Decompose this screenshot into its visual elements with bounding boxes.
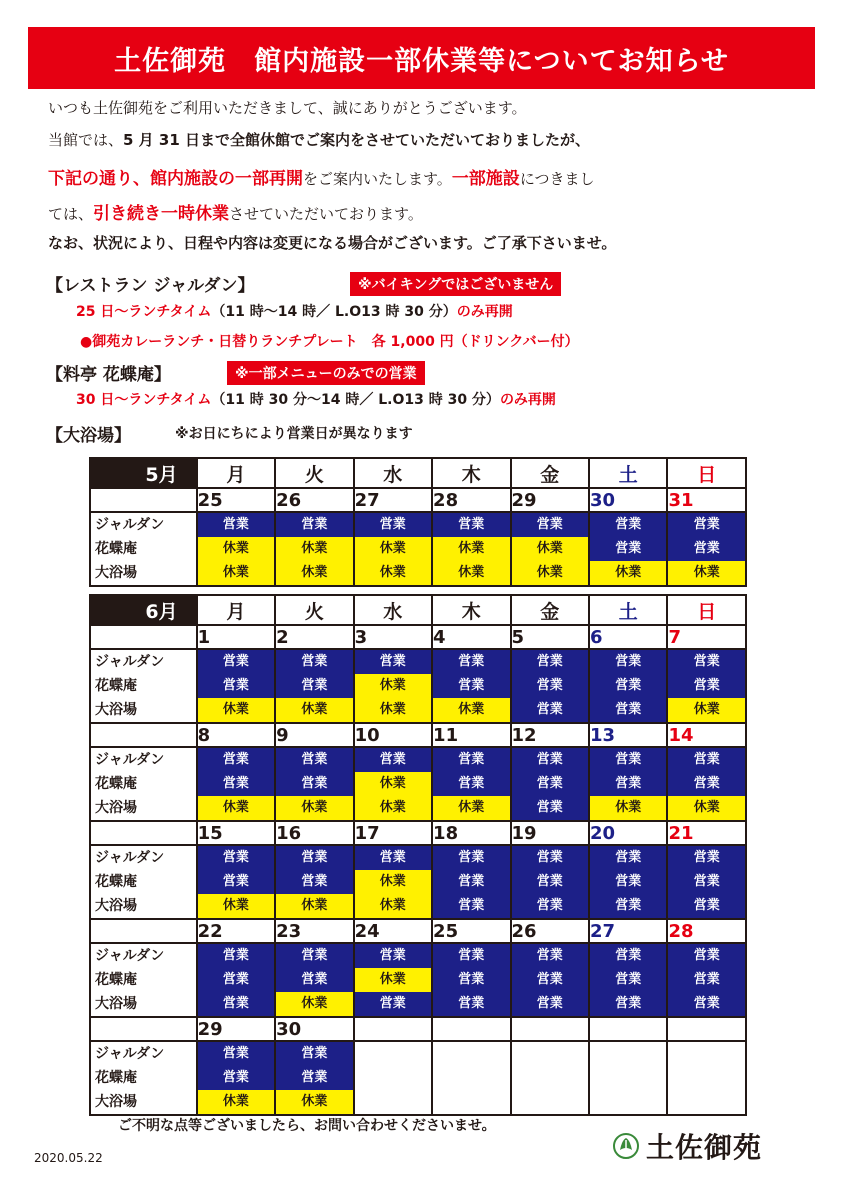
open-badge: 営業 bbox=[590, 992, 666, 1016]
intro-bold: 5 月 31 日まで全館休館でご案内をさせていただいておりましたが、 bbox=[123, 131, 590, 149]
date-cell: 28 bbox=[432, 488, 510, 512]
open-badge: 営業 bbox=[433, 748, 509, 772]
date-cell: 18 bbox=[432, 821, 510, 845]
open-badge: 営業 bbox=[590, 968, 666, 992]
facility-label: ジャルダン bbox=[95, 654, 165, 670]
closed-badge: 休業 bbox=[198, 894, 274, 918]
date-cell: 22 bbox=[197, 919, 275, 943]
date-cell bbox=[589, 1017, 667, 1041]
closed-badge: 休業 bbox=[276, 698, 352, 722]
date-cell: 11 bbox=[432, 723, 510, 747]
open-badge: 営業 bbox=[433, 870, 509, 894]
facility-label: 大浴場 bbox=[95, 996, 137, 1012]
open-badge: 営業 bbox=[433, 513, 509, 537]
status-cell bbox=[354, 845, 432, 919]
empty-slot bbox=[355, 1066, 431, 1090]
status-cell bbox=[589, 512, 667, 586]
status-cell bbox=[197, 1041, 275, 1115]
open-badge: 営業 bbox=[512, 748, 588, 772]
facility-label: 花蝶庵 bbox=[95, 874, 137, 890]
open-badge: 営業 bbox=[512, 968, 588, 992]
status-cell bbox=[275, 943, 353, 1017]
closed-badge: 休業 bbox=[668, 698, 745, 722]
blank-cell bbox=[90, 919, 197, 943]
weekday-header: 木 bbox=[432, 458, 510, 488]
bath-note: ※お日にちにより営業日が異なります bbox=[175, 426, 413, 442]
date-cell: 10 bbox=[354, 723, 432, 747]
closed-badge: 休業 bbox=[355, 870, 431, 894]
hours-start: 30 日～ランチタイム bbox=[76, 392, 212, 408]
open-badge: 営業 bbox=[198, 748, 274, 772]
closed-badge: 休業 bbox=[198, 537, 274, 561]
date-cell: 27 bbox=[589, 919, 667, 943]
open-badge: 営業 bbox=[276, 748, 352, 772]
date-cell bbox=[667, 1017, 746, 1041]
status-cell bbox=[432, 1041, 510, 1115]
status-cell bbox=[197, 747, 275, 821]
logo bbox=[612, 1126, 762, 1166]
open-badge: 営業 bbox=[355, 944, 431, 968]
open-badge: 営業 bbox=[668, 650, 745, 674]
status-cell bbox=[511, 943, 589, 1017]
open-badge: 営業 bbox=[433, 674, 509, 698]
date-cell: 19 bbox=[511, 821, 589, 845]
open-badge: 営業 bbox=[433, 772, 509, 796]
status-cell bbox=[511, 845, 589, 919]
open-badge: 営業 bbox=[590, 894, 666, 918]
status-cell bbox=[589, 845, 667, 919]
open-badge: 営業 bbox=[433, 846, 509, 870]
intro-text: ては、 bbox=[48, 205, 94, 223]
facility-label: 花蝶庵 bbox=[95, 678, 137, 694]
open-badge: 営業 bbox=[433, 968, 509, 992]
open-badge: 営業 bbox=[198, 968, 274, 992]
open-badge: 営業 bbox=[433, 944, 509, 968]
leaf-crest-icon bbox=[612, 1132, 640, 1160]
status-cell bbox=[432, 512, 510, 586]
open-badge: 営業 bbox=[668, 944, 745, 968]
status-cell bbox=[197, 845, 275, 919]
open-badge: 営業 bbox=[668, 992, 745, 1016]
facility-labels bbox=[90, 649, 197, 723]
date-cell: 15 bbox=[197, 821, 275, 845]
date-cell: 2 bbox=[275, 625, 353, 649]
date-cell: 14 bbox=[667, 723, 746, 747]
ryotei-hours bbox=[76, 389, 556, 409]
date-cell: 25 bbox=[432, 919, 510, 943]
status-cell bbox=[667, 943, 746, 1017]
empty-slot bbox=[355, 1042, 431, 1066]
facility-labels bbox=[90, 943, 197, 1017]
blank-cell bbox=[90, 625, 197, 649]
facility-label: 花蝶庵 bbox=[95, 972, 137, 988]
closed-badge: 休業 bbox=[433, 796, 509, 820]
date-cell: 7 bbox=[667, 625, 746, 649]
facility-labels bbox=[90, 747, 197, 821]
status-cell bbox=[354, 747, 432, 821]
open-badge: 営業 bbox=[590, 650, 666, 674]
open-badge: 営業 bbox=[512, 894, 588, 918]
closed-badge: 休業 bbox=[590, 796, 666, 820]
facility-label: ジャルダン bbox=[95, 850, 165, 866]
empty-slot bbox=[668, 1042, 745, 1066]
date-cell: 26 bbox=[275, 488, 353, 512]
open-badge: 営業 bbox=[512, 772, 588, 796]
weekday-header: 水 bbox=[354, 595, 432, 625]
closed-badge: 休業 bbox=[668, 796, 745, 820]
weekday-header: 土 bbox=[589, 458, 667, 488]
status-cell bbox=[667, 512, 746, 586]
open-badge: 営業 bbox=[512, 846, 588, 870]
status-cell bbox=[275, 1041, 353, 1115]
facility-label: ジャルダン bbox=[95, 1046, 165, 1062]
open-badge: 営業 bbox=[198, 1042, 274, 1066]
facility-labels bbox=[90, 1041, 197, 1115]
open-badge: 営業 bbox=[198, 1066, 274, 1090]
weekday-header: 金 bbox=[511, 458, 589, 488]
intro-line-1: いつも土佐御苑をご利用いただきまして、誠にありがとうございます。 bbox=[48, 99, 527, 117]
open-badge: 営業 bbox=[433, 650, 509, 674]
month-label: 6月 bbox=[90, 595, 197, 625]
status-cell bbox=[589, 943, 667, 1017]
open-badge: 営業 bbox=[512, 870, 588, 894]
closed-badge: 休業 bbox=[433, 537, 509, 561]
status-cell bbox=[354, 512, 432, 586]
date-cell: 31 bbox=[667, 488, 746, 512]
open-badge: 営業 bbox=[668, 513, 745, 537]
empty-slot bbox=[590, 1090, 666, 1114]
closed-badge: 休業 bbox=[433, 698, 509, 722]
date-cell: 16 bbox=[275, 821, 353, 845]
facility-label: 花蝶庵 bbox=[95, 776, 137, 792]
date-cell bbox=[432, 1017, 510, 1041]
status-cell bbox=[197, 649, 275, 723]
open-badge: 営業 bbox=[198, 513, 274, 537]
open-badge: 営業 bbox=[276, 870, 352, 894]
weekday-header: 月 bbox=[197, 458, 275, 488]
open-badge: 営業 bbox=[512, 796, 588, 820]
intro-text: させていただいております。 bbox=[229, 205, 423, 223]
closed-badge: 休業 bbox=[355, 537, 431, 561]
calendar-may bbox=[89, 457, 747, 587]
open-badge: 営業 bbox=[512, 513, 588, 537]
blank-cell bbox=[90, 723, 197, 747]
blank-cell bbox=[90, 1017, 197, 1041]
open-badge: 営業 bbox=[512, 674, 588, 698]
open-badge: 営業 bbox=[590, 944, 666, 968]
date-cell: 25 bbox=[197, 488, 275, 512]
closed-badge: 休業 bbox=[512, 561, 588, 585]
empty-slot bbox=[668, 1090, 745, 1114]
closed-badge: 休業 bbox=[355, 772, 431, 796]
open-badge: 営業 bbox=[198, 772, 274, 796]
status-cell bbox=[511, 512, 589, 586]
closed-badge: 休業 bbox=[355, 674, 431, 698]
status-cell bbox=[432, 943, 510, 1017]
facility-label: 大浴場 bbox=[95, 565, 137, 581]
open-badge: 営業 bbox=[433, 992, 509, 1016]
weekday-header: 水 bbox=[354, 458, 432, 488]
date-cell: 30 bbox=[275, 1017, 353, 1041]
open-badge: 営業 bbox=[590, 748, 666, 772]
date-cell: 27 bbox=[354, 488, 432, 512]
open-badge: 営業 bbox=[590, 698, 666, 722]
date-cell: 17 bbox=[354, 821, 432, 845]
restaurant-tag: ※バイキングではございません bbox=[350, 272, 561, 296]
open-badge: 営業 bbox=[668, 894, 745, 918]
status-cell bbox=[511, 649, 589, 723]
weekday-header: 火 bbox=[275, 595, 353, 625]
closed-badge: 休業 bbox=[276, 561, 352, 585]
open-badge: 営業 bbox=[590, 537, 666, 561]
intro-red: 引き続き一時休業 bbox=[93, 204, 230, 224]
status-cell bbox=[275, 747, 353, 821]
closed-badge: 休業 bbox=[355, 968, 431, 992]
intro-red: 、 bbox=[133, 169, 150, 189]
closed-badge: 休業 bbox=[668, 561, 745, 585]
weekday-header: 土 bbox=[589, 595, 667, 625]
closed-badge: 休業 bbox=[198, 796, 274, 820]
intro-text: につきまし bbox=[519, 170, 595, 188]
status-cell bbox=[275, 649, 353, 723]
hours-note: のみ再開 bbox=[499, 392, 556, 408]
facility-label: ジャルダン bbox=[95, 752, 165, 768]
status-cell bbox=[511, 747, 589, 821]
closed-badge: 休業 bbox=[276, 537, 352, 561]
status-cell bbox=[354, 649, 432, 723]
date-cell: 3 bbox=[354, 625, 432, 649]
empty-slot bbox=[512, 1042, 588, 1066]
empty-slot bbox=[433, 1066, 509, 1090]
closed-badge: 休業 bbox=[590, 561, 666, 585]
open-badge: 営業 bbox=[198, 992, 274, 1016]
open-badge: 営業 bbox=[355, 650, 431, 674]
facility-label: 大浴場 bbox=[95, 898, 137, 914]
open-badge: 営業 bbox=[668, 537, 745, 561]
facility-label: 大浴場 bbox=[95, 702, 137, 718]
status-cell bbox=[275, 845, 353, 919]
closed-badge: 休業 bbox=[276, 796, 352, 820]
weekday-header: 金 bbox=[511, 595, 589, 625]
open-badge: 営業 bbox=[512, 698, 588, 722]
open-badge: 営業 bbox=[668, 748, 745, 772]
open-badge: 営業 bbox=[433, 894, 509, 918]
facility-label: 大浴場 bbox=[95, 800, 137, 816]
open-badge: 営業 bbox=[276, 513, 352, 537]
status-cell bbox=[589, 1041, 667, 1115]
open-badge: 営業 bbox=[590, 846, 666, 870]
open-badge: 営業 bbox=[276, 1042, 352, 1066]
open-badge: 営業 bbox=[512, 650, 588, 674]
status-cell bbox=[197, 512, 275, 586]
open-badge: 営業 bbox=[276, 944, 352, 968]
open-badge: 営業 bbox=[668, 870, 745, 894]
open-badge: 営業 bbox=[512, 992, 588, 1016]
month-label: 5月 bbox=[90, 458, 197, 488]
date-cell: 1 bbox=[197, 625, 275, 649]
open-badge: 営業 bbox=[668, 968, 745, 992]
intro-line-5: なお、状況により、日程や内容は変更になる場合がございます。ご了承下さいませ。 bbox=[48, 234, 617, 252]
date-cell: 26 bbox=[511, 919, 589, 943]
closed-badge: 休業 bbox=[355, 796, 431, 820]
open-badge: 営業 bbox=[668, 772, 745, 796]
closed-badge: 休業 bbox=[512, 537, 588, 561]
open-badge: 営業 bbox=[590, 513, 666, 537]
facility-label: 大浴場 bbox=[95, 1094, 137, 1110]
facility-label: ジャルダン bbox=[95, 948, 165, 964]
status-cell bbox=[511, 1041, 589, 1115]
date-cell bbox=[354, 1017, 432, 1041]
open-badge: 営業 bbox=[198, 870, 274, 894]
empty-slot bbox=[590, 1066, 666, 1090]
logo-text: 土佐御苑 bbox=[646, 1131, 763, 1164]
closed-badge: 休業 bbox=[355, 561, 431, 585]
date-cell: 28 bbox=[667, 919, 746, 943]
empty-slot bbox=[433, 1090, 509, 1114]
date-cell: 29 bbox=[511, 488, 589, 512]
status-cell bbox=[667, 1041, 746, 1115]
weekday-header: 木 bbox=[432, 595, 510, 625]
open-badge: 営業 bbox=[198, 846, 274, 870]
date-cell: 13 bbox=[589, 723, 667, 747]
open-badge: 営業 bbox=[512, 944, 588, 968]
weekday-header: 火 bbox=[275, 458, 353, 488]
open-badge: 営業 bbox=[590, 772, 666, 796]
date-cell: 12 bbox=[511, 723, 589, 747]
intro-text: 当館では、 bbox=[48, 131, 124, 149]
date-cell: 21 bbox=[667, 821, 746, 845]
restaurant-heading: 【レストラン ジャルダン】 bbox=[46, 276, 255, 296]
intro-line-4 bbox=[48, 199, 423, 224]
date-cell: 20 bbox=[589, 821, 667, 845]
hours-note: のみ再開 bbox=[456, 304, 513, 320]
footer-note: ご不明な点等ございましたら、お問い合わせくださいませ。 bbox=[118, 1118, 496, 1134]
status-cell bbox=[667, 845, 746, 919]
open-badge: 営業 bbox=[276, 1066, 352, 1090]
status-cell bbox=[589, 649, 667, 723]
hours-detail: （11 時～14 時／ L.O13 時 30 分） bbox=[211, 304, 457, 320]
open-badge: 営業 bbox=[276, 650, 352, 674]
open-badge: 営業 bbox=[590, 870, 666, 894]
closed-badge: 休業 bbox=[433, 561, 509, 585]
facility-label: 花蝶庵 bbox=[95, 541, 137, 557]
facility-label: 花蝶庵 bbox=[95, 1070, 137, 1086]
closed-badge: 休業 bbox=[276, 894, 352, 918]
empty-slot bbox=[512, 1066, 588, 1090]
status-cell bbox=[667, 649, 746, 723]
blank-cell bbox=[90, 821, 197, 845]
status-cell bbox=[667, 747, 746, 821]
status-cell bbox=[432, 747, 510, 821]
ryotei-heading: 【料亭 花蝶庵】 bbox=[46, 365, 171, 385]
closed-badge: 休業 bbox=[198, 561, 274, 585]
restaurant-menu: ●御苑カレーランチ・日替りランチプレート 各 1,000 円（ドリンクバー付） bbox=[80, 334, 579, 350]
open-badge: 営業 bbox=[355, 748, 431, 772]
hours-detail: （11 時 30 分～14 時／ L.O13 時 30 分） bbox=[211, 392, 500, 408]
date-cell bbox=[511, 1017, 589, 1041]
date-cell: 8 bbox=[197, 723, 275, 747]
open-badge: 営業 bbox=[198, 650, 274, 674]
closed-badge: 休業 bbox=[276, 1090, 352, 1114]
open-badge: 営業 bbox=[355, 513, 431, 537]
bath-heading: 【大浴場】 bbox=[46, 426, 131, 446]
intro-text: をご案内いたします。 bbox=[303, 170, 452, 188]
open-badge: 営業 bbox=[276, 846, 352, 870]
closed-badge: 休業 bbox=[198, 698, 274, 722]
open-badge: 営業 bbox=[198, 944, 274, 968]
open-badge: 営業 bbox=[668, 674, 745, 698]
status-cell bbox=[354, 1041, 432, 1115]
status-cell bbox=[275, 512, 353, 586]
status-cell bbox=[432, 649, 510, 723]
calendar-june bbox=[89, 594, 747, 1116]
empty-slot bbox=[355, 1090, 431, 1114]
open-badge: 営業 bbox=[355, 992, 431, 1016]
open-badge: 営業 bbox=[198, 674, 274, 698]
status-cell bbox=[589, 747, 667, 821]
status-cell bbox=[197, 943, 275, 1017]
intro-red: 館内施設の一部再開 bbox=[150, 169, 303, 189]
weekday-header: 日 bbox=[667, 595, 746, 625]
empty-slot bbox=[590, 1042, 666, 1066]
facility-labels bbox=[90, 845, 197, 919]
date-cell: 30 bbox=[589, 488, 667, 512]
open-badge: 営業 bbox=[276, 968, 352, 992]
open-badge: 営業 bbox=[276, 674, 352, 698]
date-cell: 24 bbox=[354, 919, 432, 943]
weekday-header: 月 bbox=[197, 595, 275, 625]
date-cell: 6 bbox=[589, 625, 667, 649]
date-cell: 9 bbox=[275, 723, 353, 747]
empty-slot bbox=[512, 1090, 588, 1114]
facility-label: ジャルダン bbox=[95, 517, 165, 533]
status-cell bbox=[354, 943, 432, 1017]
date-cell: 5 bbox=[511, 625, 589, 649]
intro-line-2 bbox=[48, 129, 590, 150]
closed-badge: 休業 bbox=[355, 698, 431, 722]
hours-start: 25 日～ランチタイム bbox=[76, 304, 212, 320]
date-cell: 4 bbox=[432, 625, 510, 649]
date-cell: 29 bbox=[197, 1017, 275, 1041]
intro-red: 一部施設 bbox=[451, 169, 520, 189]
status-cell bbox=[432, 845, 510, 919]
date-cell: 23 bbox=[275, 919, 353, 943]
restaurant-hours bbox=[76, 301, 513, 321]
intro-red: 下記の通り bbox=[48, 169, 133, 189]
open-badge: 営業 bbox=[668, 846, 745, 870]
issue-date: 2020.05.22 bbox=[34, 1151, 103, 1165]
weekday-header: 日 bbox=[667, 458, 746, 488]
open-badge: 営業 bbox=[590, 674, 666, 698]
intro-line-3 bbox=[48, 164, 595, 189]
open-badge: 営業 bbox=[355, 846, 431, 870]
blank-cell bbox=[90, 488, 197, 512]
closed-badge: 休業 bbox=[198, 1090, 274, 1114]
empty-slot bbox=[668, 1066, 745, 1090]
facility-labels bbox=[90, 512, 197, 586]
closed-badge: 休業 bbox=[276, 992, 352, 1016]
open-badge: 営業 bbox=[276, 772, 352, 796]
closed-badge: 休業 bbox=[355, 894, 431, 918]
ryotei-tag: ※一部メニューのみでの営業 bbox=[227, 361, 425, 385]
empty-slot bbox=[433, 1042, 509, 1066]
page-title: 土佐御苑 館内施設一部休業等についてお知らせ bbox=[28, 27, 815, 89]
